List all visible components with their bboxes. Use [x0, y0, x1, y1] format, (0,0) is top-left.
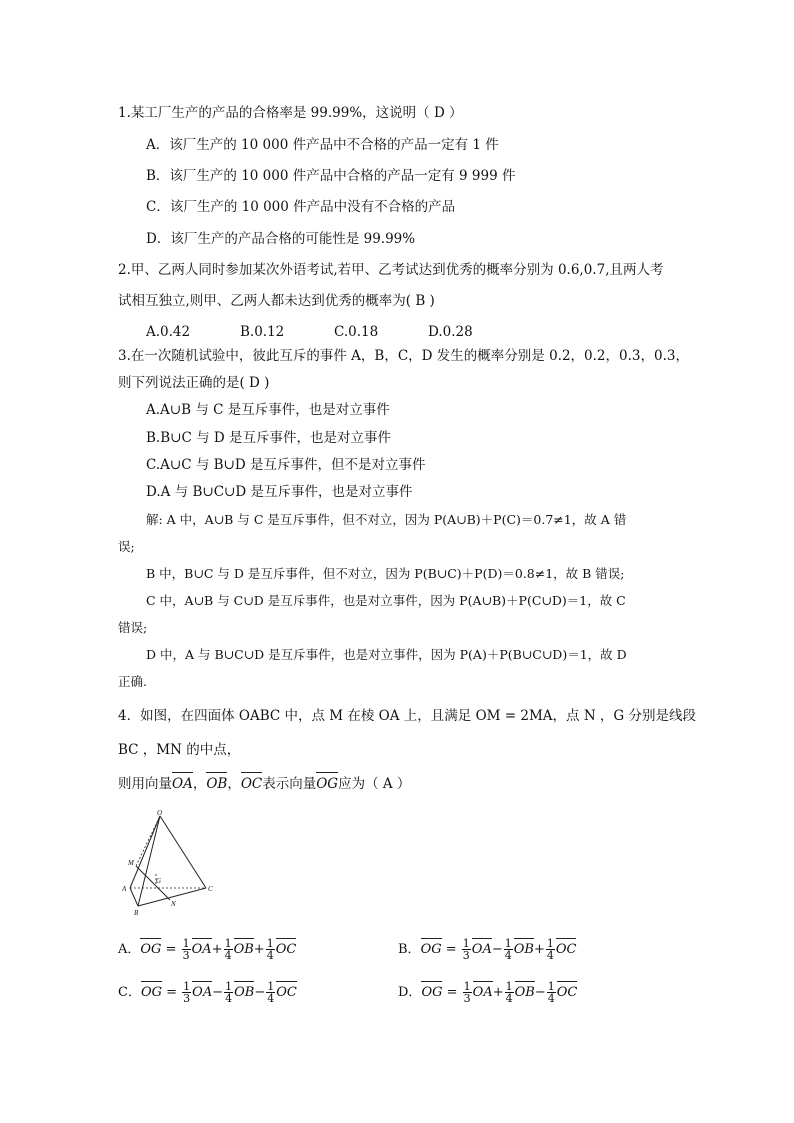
- q2-option-a: A.0.42: [146, 324, 191, 340]
- q2-option-b: B.0.12: [240, 324, 285, 340]
- q4-stem-line3: 则用向量OA，OB，OC表示向量OG应为（ A ）: [118, 776, 411, 792]
- q3-solution-line6: D 中，A 与 B∪C∪D 是互斥事件，也是对立事件，因为 P(A)＋P(B∪C∪D)＝1，故 D: [146, 647, 627, 662]
- q2-option-d: D.0.28: [428, 324, 473, 340]
- q3-stem-line2: 则下列说法正确的是( D ): [118, 375, 270, 391]
- q4-option-c: C．OG = $\frac{1}{3}$ OA− $\frac{1}{4}$ OB− $\frac{1}{4}$ OC: [118, 980, 297, 1005]
- label-b: B: [134, 909, 139, 917]
- q2-option-c: C.0.18: [334, 324, 379, 340]
- vector-og: OG: [316, 776, 339, 792]
- q3-option-d: D.A 与 B∪C∪D 是互斥事件，也是对立事件: [146, 484, 413, 500]
- label-o: O: [157, 809, 163, 817]
- q3-solution-line3: B 中，B∪C 与 D 是互斥事件，但不对立，因为 P(B∪C)＋P(D)＝0.8≠1，故 B 错误;: [146, 566, 625, 581]
- q3-stem-line1: 3.在一次随机试验中，彼此互斥的事件 A，B，C，D 发生的概率分别是 0.2，0.2，0.3，0.3，: [118, 348, 689, 364]
- q4-option-a: A．OG = $\frac{1}{3}$ OA+ $\frac{1}{4}$ OB+ $\frac{1}{4}$ OC: [118, 937, 297, 962]
- q3-solution-line1: 解: A 中，A∪B 与 C 是互斥事件，但不对立，因为 P(A∪B)＋P(C)＝0.7≠1，故 A 错: [146, 512, 627, 527]
- q4-stem-line2: BC ，MN 的中点，: [118, 742, 241, 758]
- q3-option-b: B.B∪C 与 D 是互斥事件，也是对立事件: [146, 430, 391, 446]
- label-g: G: [156, 877, 162, 885]
- q2-stem-line2: 试相互独立,则甲、乙两人都未达到优秀的概率为( B ): [118, 293, 435, 309]
- label-n: N: [171, 900, 176, 908]
- q3-option-a: A.A∪B 与 C 是互斥事件，也是对立事件: [146, 402, 390, 418]
- label-a: A: [122, 885, 127, 893]
- label-m: M: [128, 859, 134, 867]
- q2-stem-line1: 2.甲、乙两人同时参加某次外语考试,若甲、乙考试达到优秀的概率分别为 0.6,0.7,且两人考: [118, 262, 664, 278]
- q3-solution-line4: C 中，A∪B 与 C∪D 是互斥事件，也是对立事件，因为 P(A∪B)＋P(C∪D)＝1，故 C: [146, 593, 626, 608]
- q1-option-a: A．该厂生产的 10 000 件产品中不合格的产品一定有 1 件: [146, 137, 499, 153]
- q4-option-b: B．OG = $\frac{1}{3}$ OA− $\frac{1}{4}$ OB+ $\frac{1}{4}$ OC: [398, 937, 577, 962]
- q4-stem-line1: 4．如图，在四面体 OABC 中，点 M 在棱 OA 上，且满足 OM = 2MA，点 N ，G 分别是线段: [118, 708, 697, 724]
- q1-option-d: D．该厂生产的产品合格的可能性是 99.99%: [146, 231, 416, 247]
- q4-option-d: D．OG = $\frac{1}{3}$ OA+ $\frac{1}{4}$ OB− $\frac{1}{4}$ OC: [398, 980, 578, 1005]
- q3-option-c: C.A∪C 与 B∪D 是互斥事件，但不是对立事件: [146, 457, 426, 473]
- q1-option-b: B．该厂生产的 10 000 件产品中合格的产品一定有 9 999 件: [146, 168, 516, 184]
- vector-ob: OB: [206, 776, 228, 792]
- vector-oa: OA: [172, 776, 193, 792]
- q3-solution-line2: 误;: [118, 539, 135, 554]
- q1-option-c: C．该厂生产的 10 000 件产品中没有不合格的产品: [146, 199, 456, 215]
- q3-solution-line7: 正确.: [118, 674, 147, 689]
- tetrahedron-figure: [118, 808, 218, 928]
- vector-oc: OC: [240, 776, 263, 792]
- label-c: C: [208, 885, 213, 893]
- q3-solution-line5: 错误;: [118, 620, 148, 635]
- q1-stem: 1.某工厂生产的产品的合格率是 99.99%，这说明（ D ）: [118, 105, 463, 121]
